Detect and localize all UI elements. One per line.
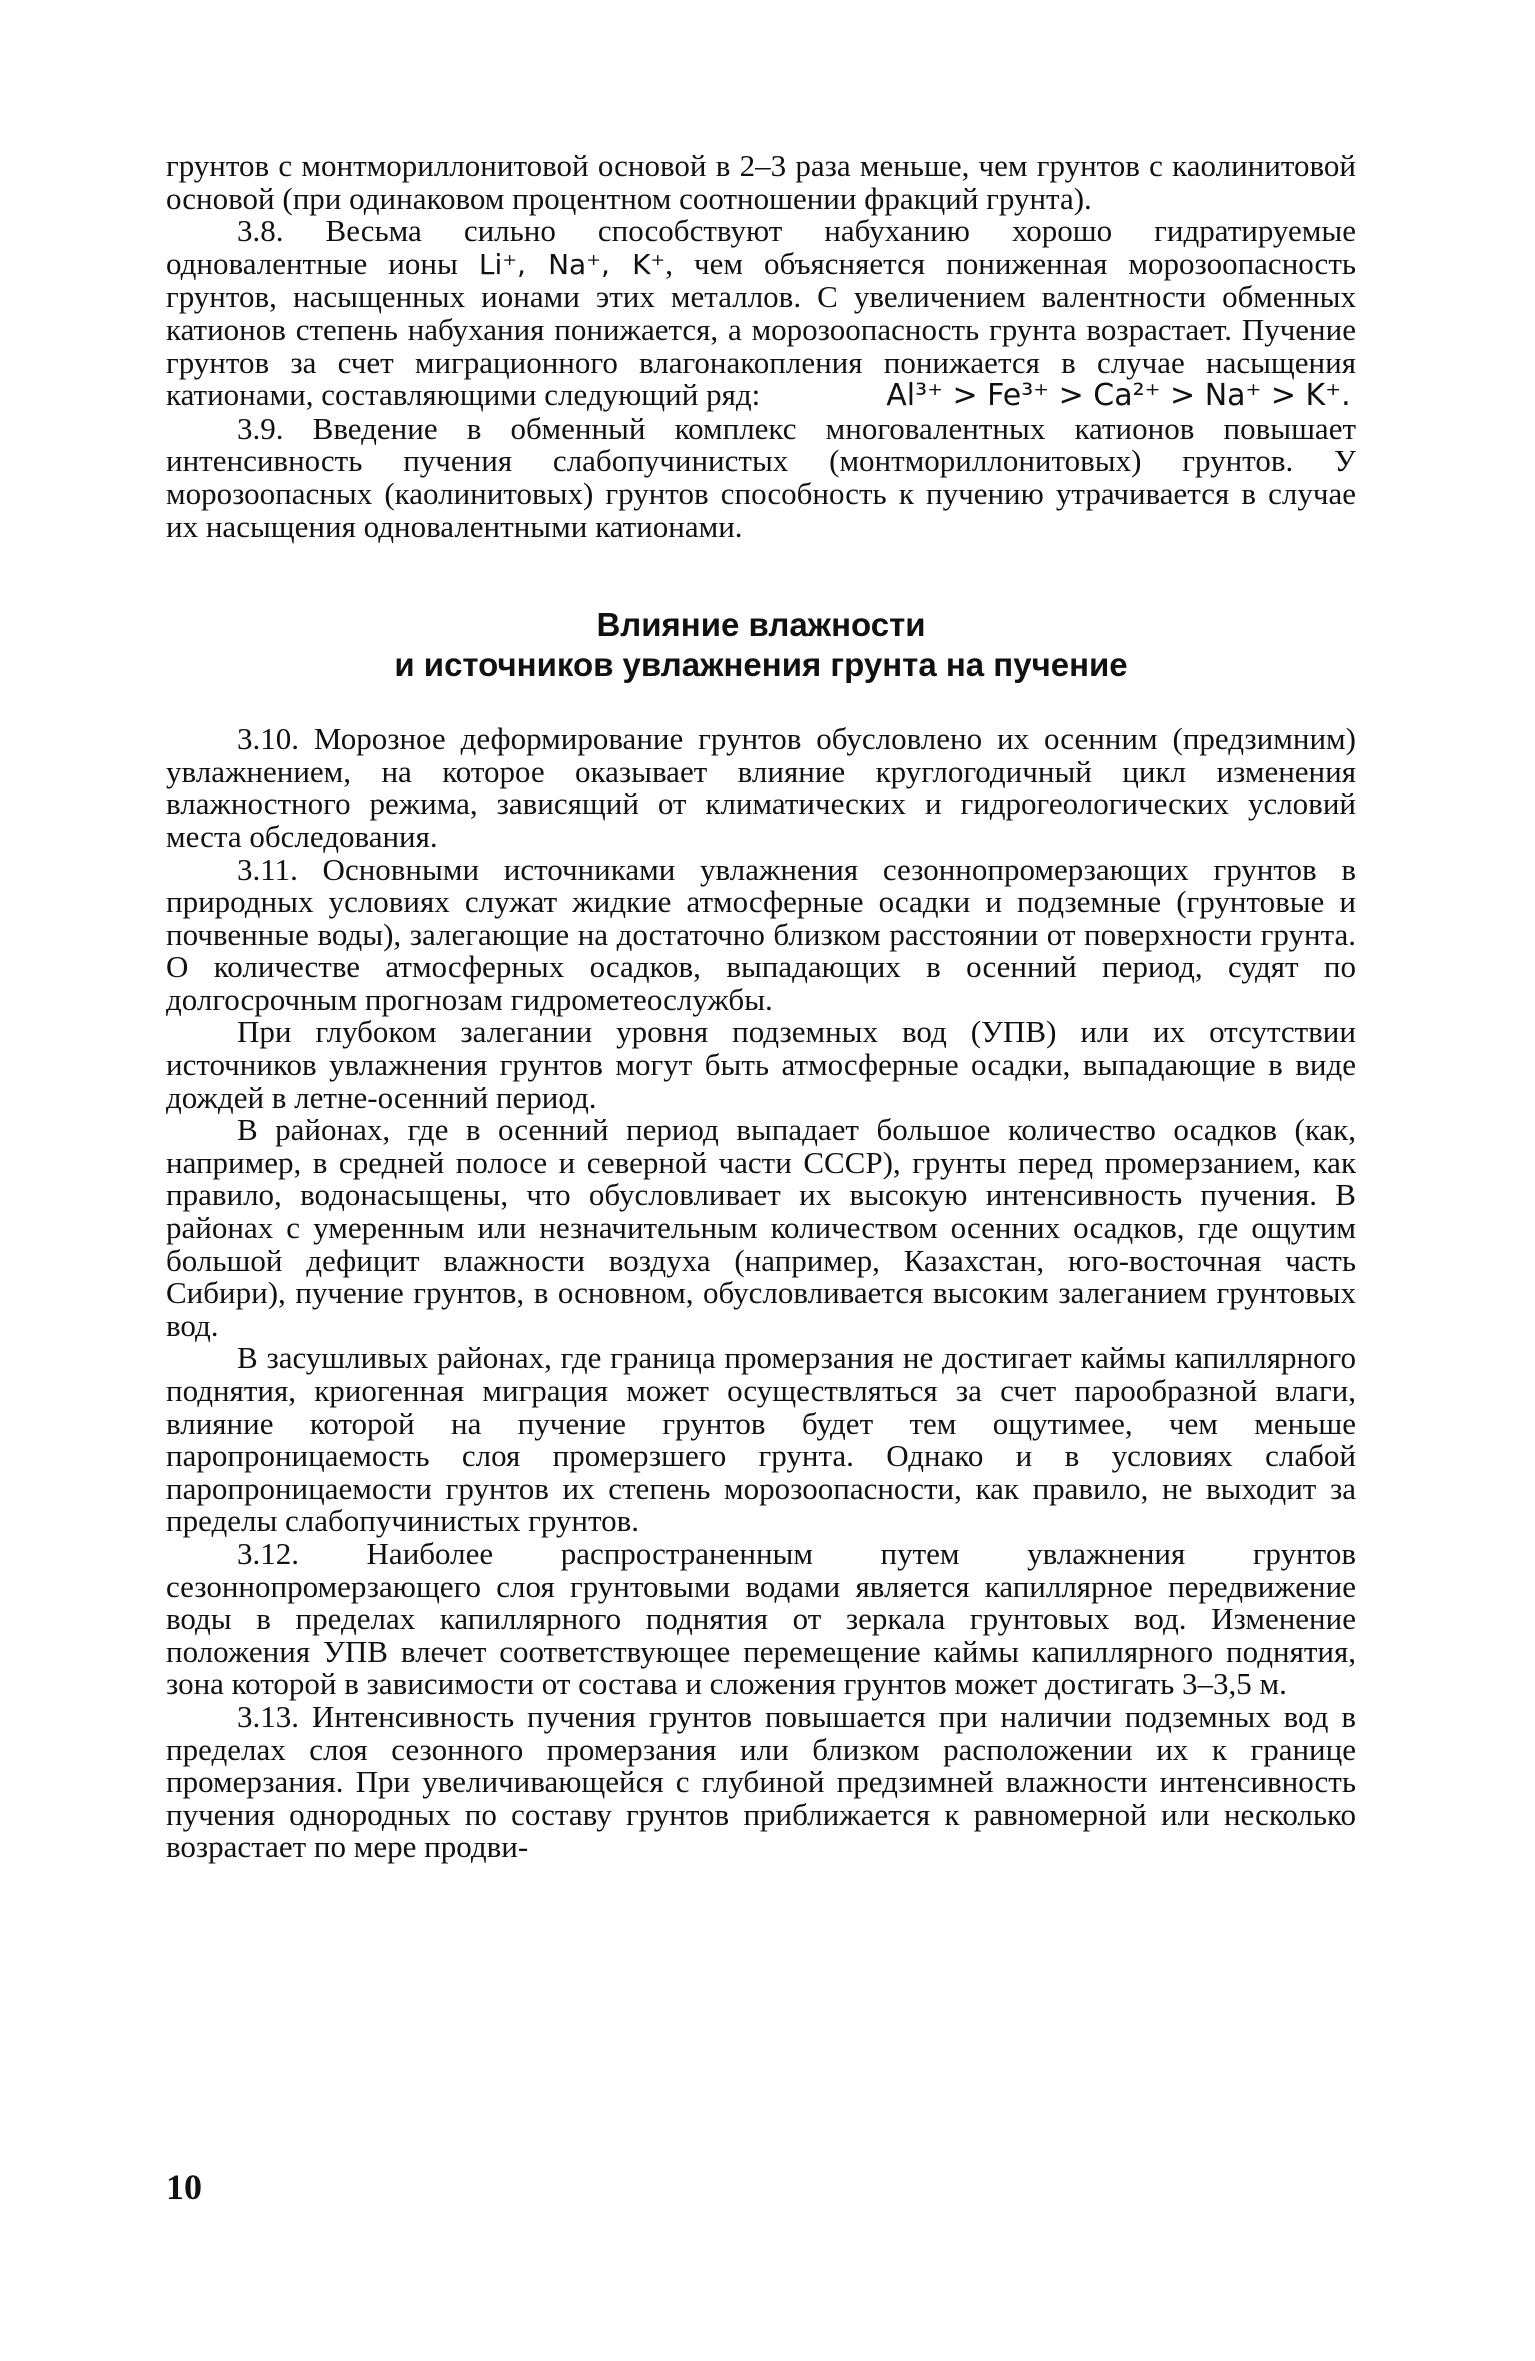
page-number: 10 xyxy=(166,2167,202,2207)
paragraph-autumn-precipitation: В районах, где в осенний период выпадает большое количество осадков (как, например, в средней полосе и северной части СССР), грунты перед промерзанием, как правило, водонасыщены, что обусловливает их высокую интенсивность пучения. В районах с умеренным или незначительным количеством осенних осадков, где ощутим большой дефицит влажности воздуха (например, Казахстан, юго-восточная часть Сибири), пучение грунтов, в основном, обусловливается высоким залеганием грунтовых вод. xyxy=(166,1112,1356,1343)
paragraph-3-12: 3.12. Наиболее распространенным путем увлажнения грунтов сезоннопромерзающего слоя грунтовыми водами является капиллярное передвижение воды в пределах капиллярного поднятия от зеркала грунтовых вод. Изменение положения УПВ влечет соответствующее перемещение каймы капиллярного поднятия, зона которой в зависимости от состава и сложения грунтов может достигать 3–3,5 м. xyxy=(166,1535,1356,1702)
paragraph-3-8-text-after: , чем объясняется пониженная морозоопасность грунтов, насыщенных ионами этих металлов. С увеличением валентности обменных катионов степень набухания понижается, а морозоопасность грунта возрастает. Пучение грунтов за счет миграционного влагонакопления понижается в случае насыщения катионами, составляющими следующий ряд: xyxy=(166,245,1357,413)
paragraph-3-9: 3.9. Введение в обменный комплекс многовалентных катионов повышает интенсивность пучения слабопучинистых (монтмориллонитовых) грунтов. У морозоопасных (каолинитовых) грунтов способность к пучению утрачивается в случае их насыщения одновалентными катионами. xyxy=(166,410,1356,544)
paragraph-3-10: 3.10. Морозное деформирование грунтов обусловлено их осенним (предзимним) увлажнением, на которое оказывает влияние круглогодичный цикл изменения влажностного режима, зависящий от климатических и гидрогеологических условий места обследования. xyxy=(166,721,1356,854)
paragraph-arid-regions: В засушливых районах, где граница промерзания не достигает каймы капиллярного поднятия, криогенная миграция может осуществляться за счет парообразной влаги, влияние которой на пучение грунтов будет тем ощутимее, чем меньше паропроницаемость слоя промерзшего грунта. Однако и в условиях слабой паропроницаемости грунтов их степень морозоопасности, как правило, не выходит за пределы слабопучинистых грунтов. xyxy=(166,1340,1356,1539)
paragraph-continuation: грунтов с монтмориллонитовой основой в 2–3 раза меньше, чем грунтов с каолинитовой основой (при одинаковом процентном соотношении фракций грунта). xyxy=(166,148,1356,216)
paragraph-3-8 xyxy=(166,215,1356,413)
section-heading-line-1: Влияние влажности xyxy=(596,606,926,644)
cation-series-formula: Al³⁺ > Fe³⁺ > Ca²⁺ > Na⁺ > K⁺. xyxy=(886,378,1351,414)
paragraph-deep-groundwater: При глубоком залегании уровня подземных вод (УПВ) или их отсутствии источников увлажнения грунтов могут быть атмосферные осадки, выпадающие в виде дождей в летне-осенний период. xyxy=(166,1014,1356,1115)
paragraph-3-13: 3.13. Интенсивность пучения грунтов повышается при наличии подземных вод в пределах слоя сезонного промерзания или близком расположении их к границе промерзания. При увеличивающейся с глубиной предзимней влажности интенсивность пучения однородных по составу грунтов приближается к равномерной или несколько возрастает по мере продви- xyxy=(166,1698,1356,1865)
section-heading xyxy=(166,605,1356,685)
section-heading-line-2: и источников увлажнения грунта на пучение xyxy=(394,646,1128,684)
paragraph-3-11: 3.11. Основными источниками увлажнения сезоннопромерзающих грунтов в природных условиях служат жидкие атмосферные осадки и подземные (грунтовые и почвенные воды), залегающие на достаточно близком расстоянии от поверхности грунта. О количестве атмосферных осадков, выпадающих в осенний период, судят по долгосрочным прогнозам гидрометеослужбы. xyxy=(166,851,1356,1017)
page-body xyxy=(166,150,1356,1864)
monovalent-ions: Li⁺, Na⁺, K⁺ xyxy=(478,247,666,281)
paragraph-3-8-text-before: 3.8. Весьма сильно способствуют набуханию хорошо гидратируемые одновалентные ионы xyxy=(166,213,1356,281)
